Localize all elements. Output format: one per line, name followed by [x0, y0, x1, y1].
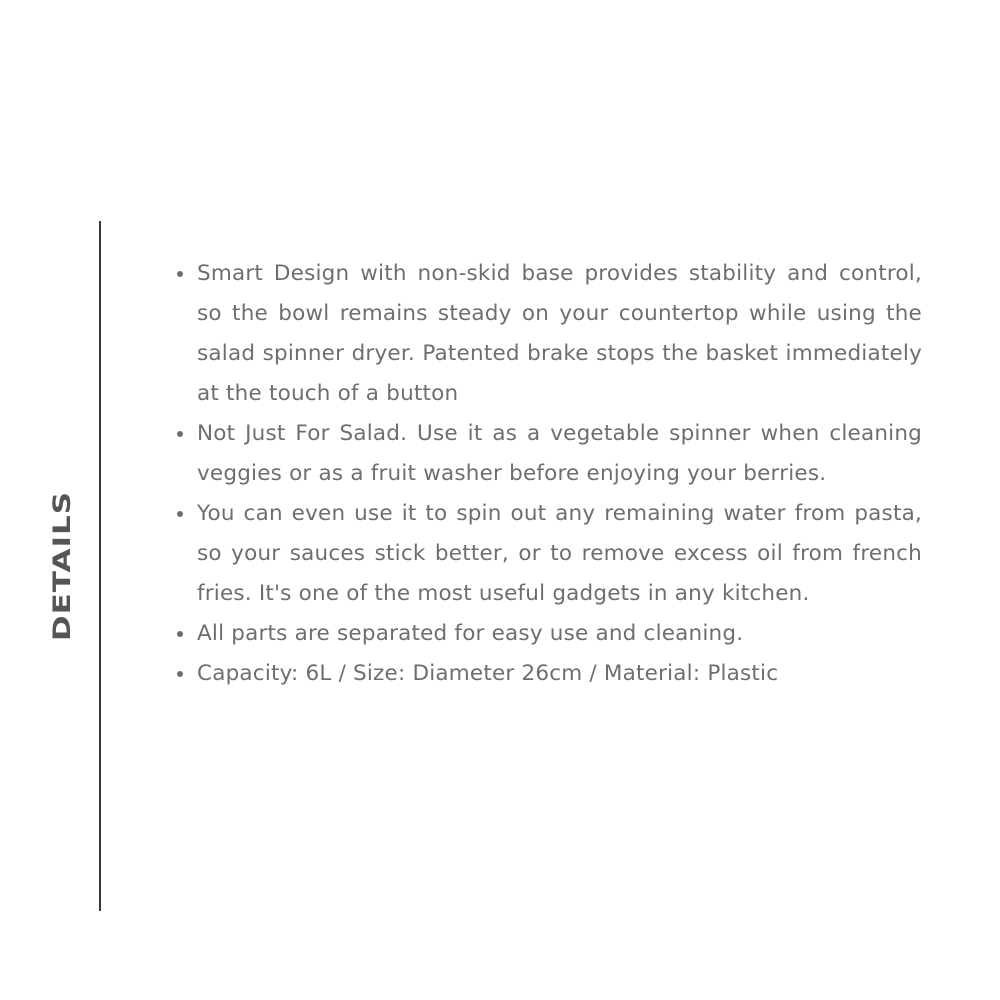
bullet-icon: [177, 631, 183, 637]
list-item-text: All parts are separated for easy use and cleaning.: [197, 621, 744, 646]
bullet-icon: [177, 671, 183, 677]
list-item: [197, 254, 922, 414]
list-item: [197, 654, 922, 694]
list-item: [197, 494, 922, 614]
list-item-text: You can even use it to spin out any remaining water from pasta, so your sauces stick better, or to remove excess oil from french fries. It's one of the most useful gadgets in any kitchen.: [197, 501, 922, 606]
vertical-divider: [99, 221, 101, 911]
list-item-text: Capacity: 6L / Size: Diameter 26cm / Material: Plastic: [197, 661, 779, 686]
details-list: [197, 254, 922, 694]
bullet-icon: [177, 271, 183, 277]
list-item: [197, 414, 922, 494]
list-item-text: Smart Design with non-skid base provides stability and control, so the bowl remains steady on your countertop while using the salad spinner dryer. Patented brake stops the basket immediately at the touch of a button: [197, 261, 922, 406]
list-item: [197, 614, 922, 654]
bullet-icon: [177, 431, 183, 437]
section-label: DETAILS: [47, 490, 77, 642]
bullet-icon: [177, 511, 183, 517]
list-item-text: Not Just For Salad. Use it as a vegetable spinner when cleaning veggies or as a fruit washer before enjoying your berries.: [197, 421, 922, 486]
